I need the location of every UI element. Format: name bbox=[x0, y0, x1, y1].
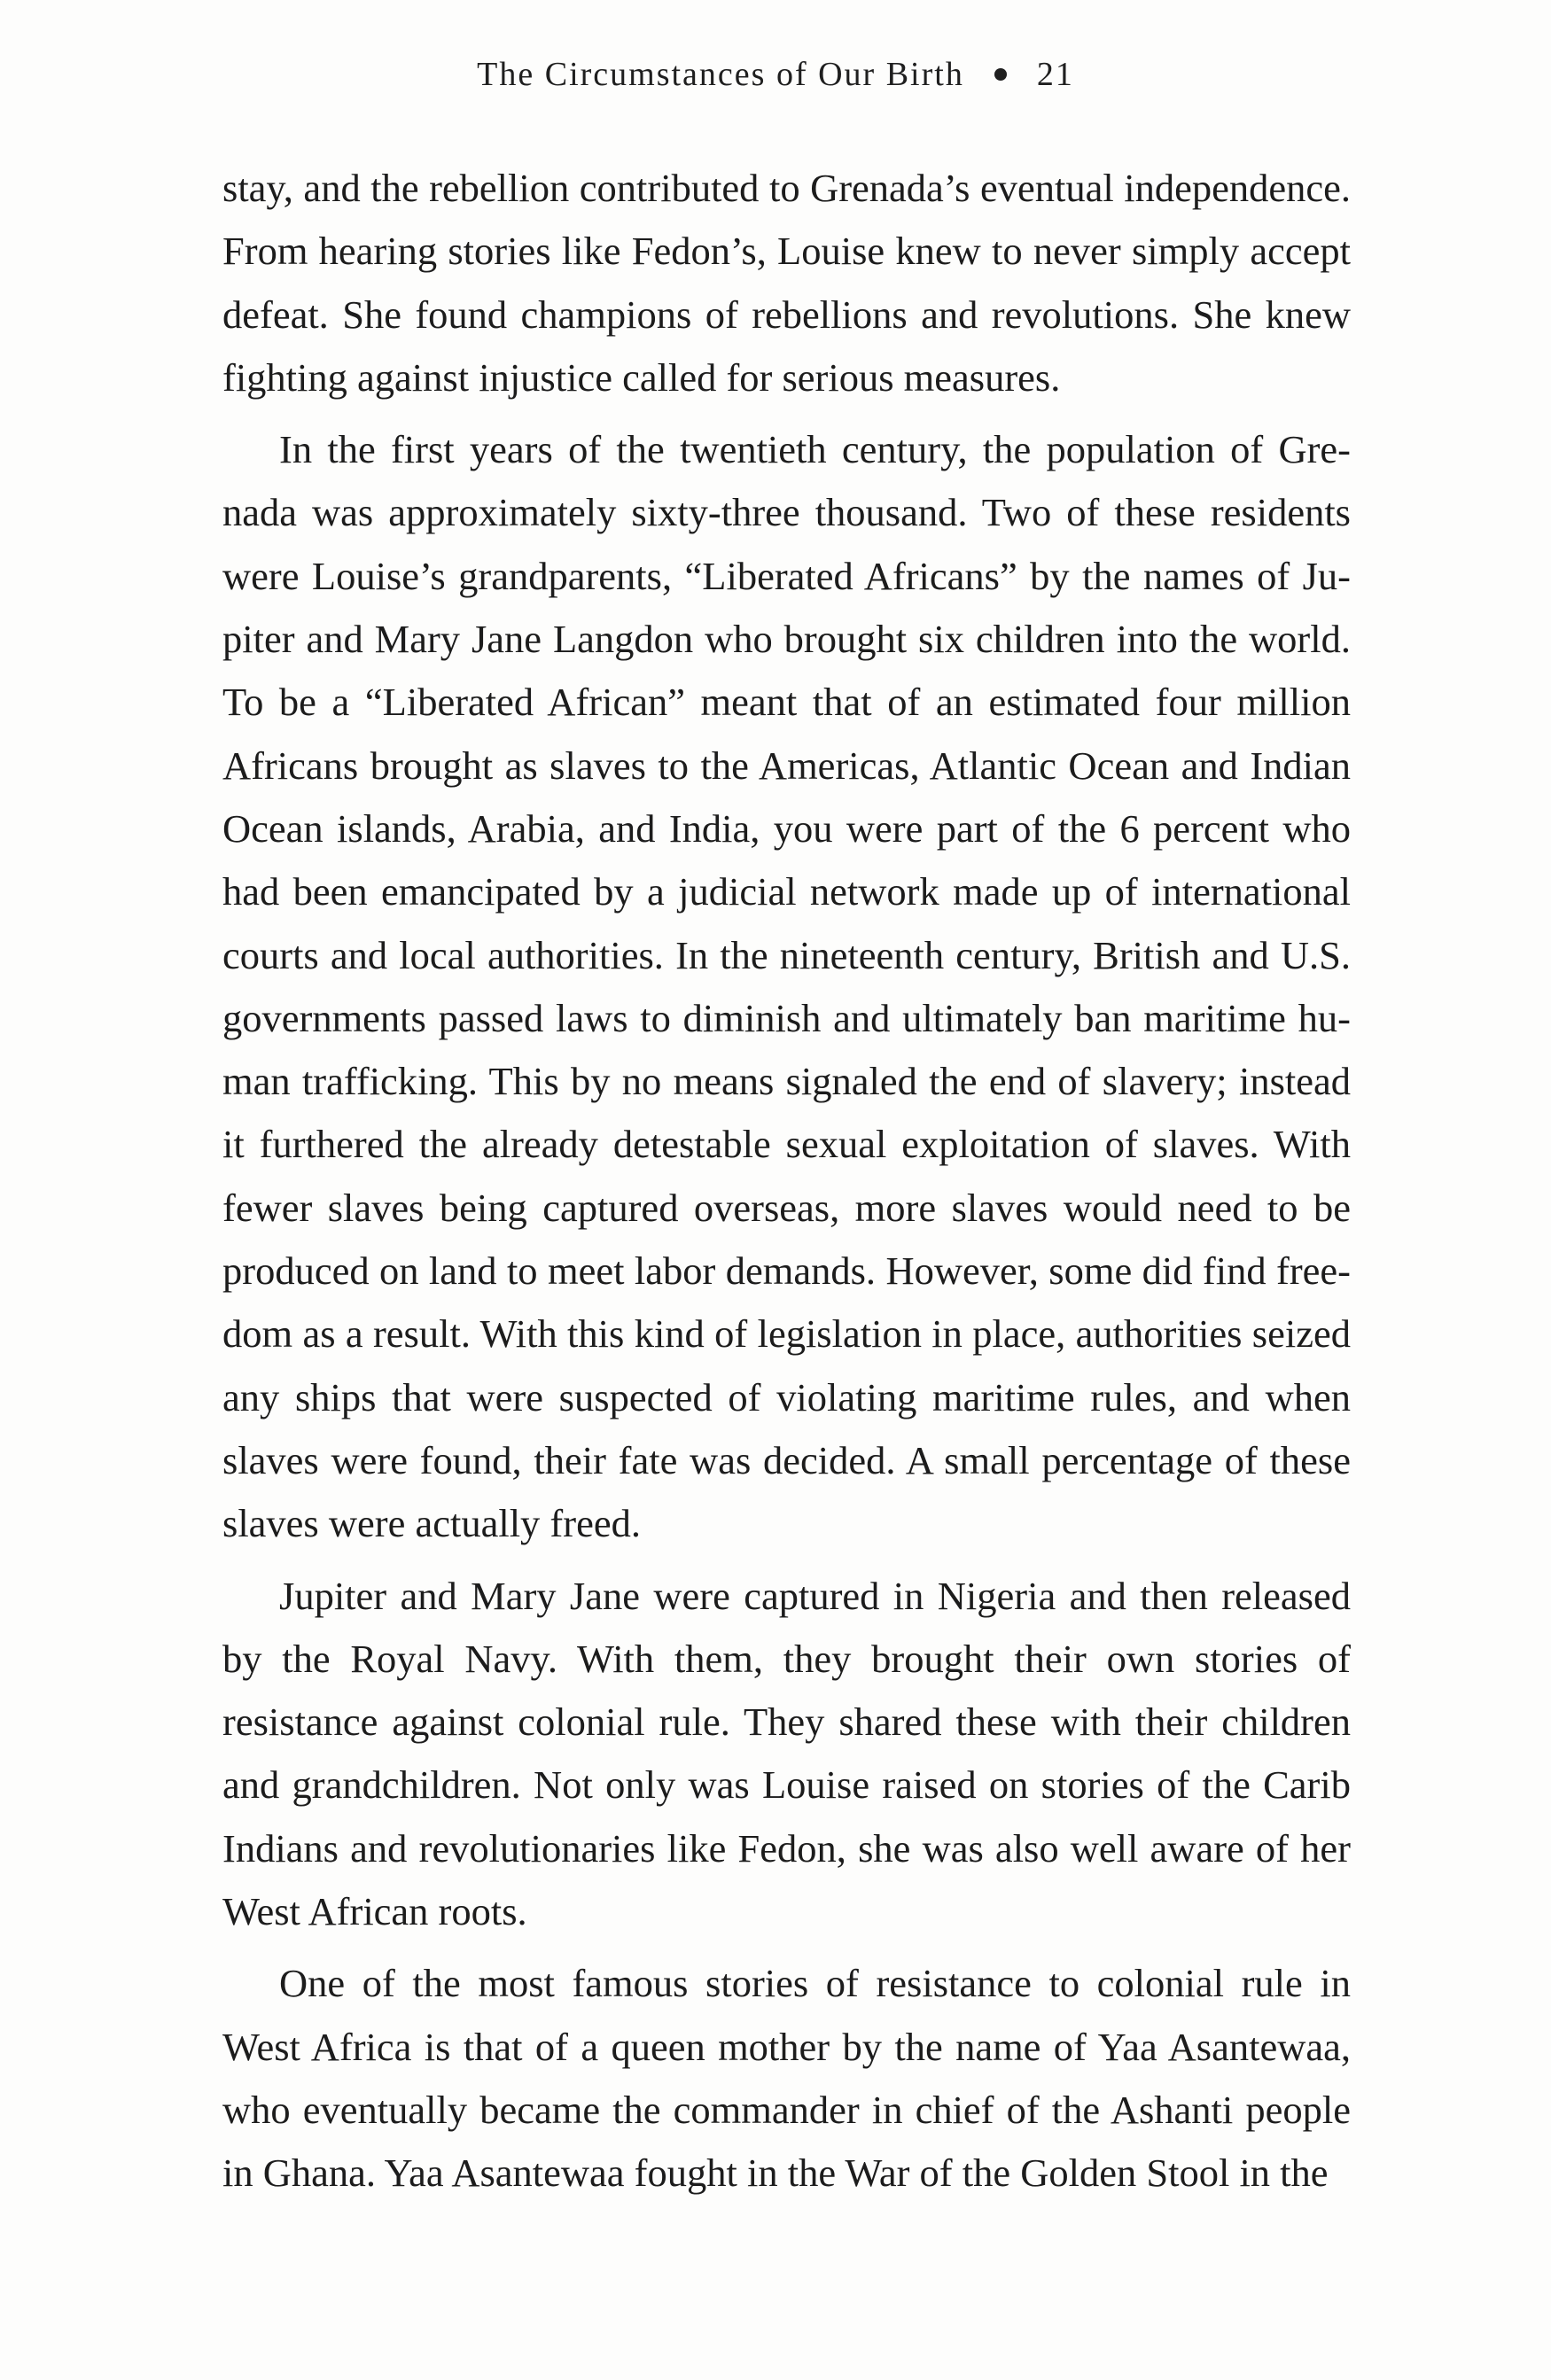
paragraph-continued: stay, and the rebellion contributed to Grenada’s eventual independence. From hearing stories like Fedon’s, Louise knew to never simply accept defeat. She found champions of rebellions and revolutions. She knew fighting against injustice called for serious measures. bbox=[222, 166, 1351, 400]
page-number: 21 bbox=[1036, 56, 1074, 93]
running-header bbox=[0, 55, 1551, 94]
bullet-separator-icon bbox=[994, 68, 1007, 81]
body-text bbox=[222, 157, 1351, 2205]
paragraph: Jupiter and Mary Jane were captured in Nigeria and then released by the Royal Navy. With them, they brought their own stories of resistance against colonial rule. They shared these with their children and grandchildren. Not only was Louise raised on stories of the Carib Indians and revolutionaries like Fedon, she was also well aware of her West African roots. bbox=[222, 1573, 1351, 1934]
chapter-title: The Circumstances of Our Birth bbox=[477, 56, 964, 93]
paragraph: One of the most famous stories of resistance to colonial rule in West Africa is that of a queen mother by the name of Yaa Asantewaa, who eventually became the commander in chief of the Ashanti people in Ghana. Yaa Asantewaa fought in the War of the Golden Stool in the bbox=[222, 1961, 1351, 2196]
paragraph: In the first years of the twentieth century, the population of Grenada was approximately sixty-three thousand. Two of these residents were Louise’s grandparents, “Liberated Africans” by the names of Jupiter and Mary Jane Langdon who brought six children into the world. To be a “Liberated African” meant that of an estimated four million Africans brought as slaves to the Americas, Atlantic Ocean and Indian Ocean islands, Arabia, and India, you were part of the 6 percent who had been emancipated by a judicial network made up of international courts and local authorities. In the nineteenth century, British and U.S. governments passed laws to diminish and ultimately ban maritime human trafficking. This by no means signaled the end of slavery; instead it furthered the already detestable sexual exploitation of slaves. With fewer slaves being captured overseas, more slaves would need to be produced on land to meet labor demands. However, some did find freedom as a result. With this kind of legislation in place, authorities seized any ships that were suspected of violating maritime rules, and when slaves were found, their fate was decided. A small percentage of these slaves were actually freed. bbox=[222, 427, 1351, 1546]
